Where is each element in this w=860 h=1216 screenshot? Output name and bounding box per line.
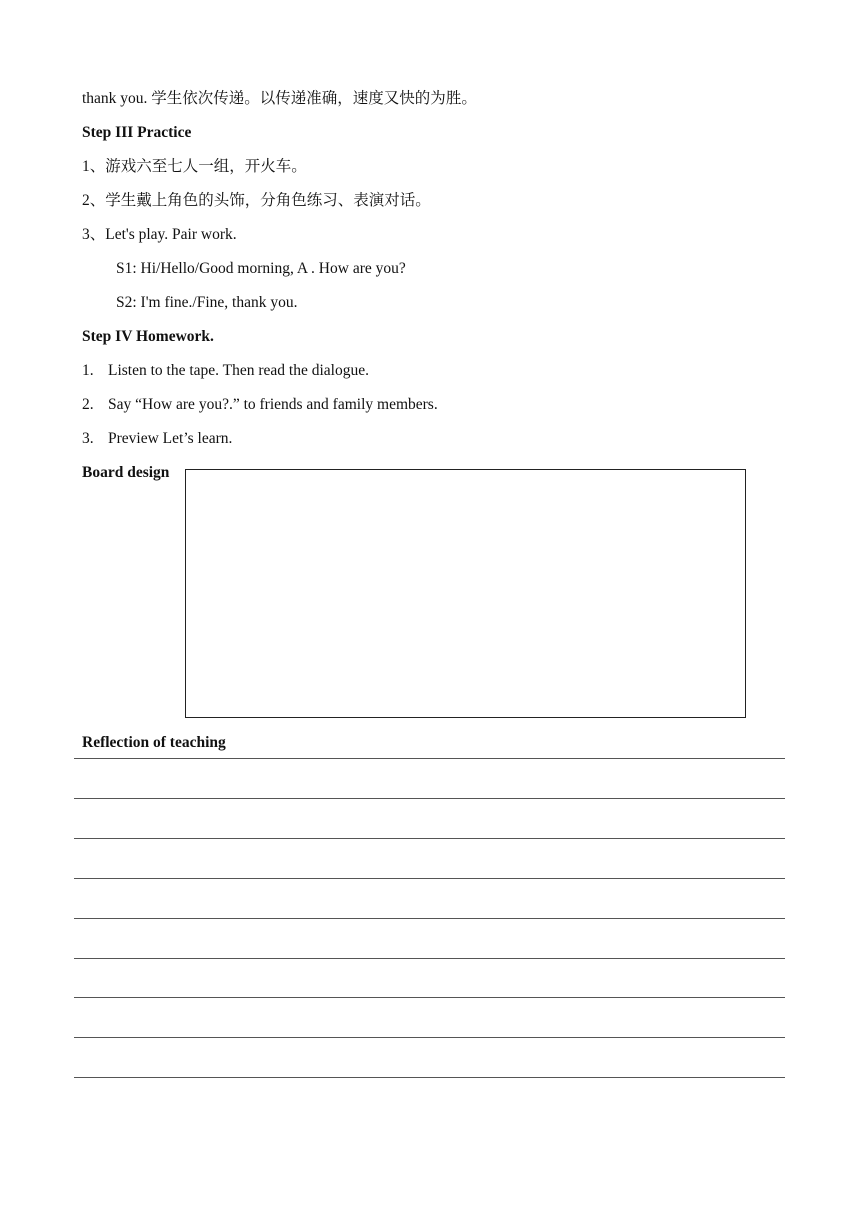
homework-heading: Step IV Homework.: [82, 328, 214, 345]
reflection-ruled-line: [74, 1077, 785, 1078]
reflection-ruled-line: [74, 997, 785, 998]
homework-item-text: Say “How are you?.” to friends and family members.: [108, 396, 438, 413]
reflection-ruled-line: [74, 918, 785, 919]
board-design-box[interactable]: [185, 469, 746, 718]
homework-item-3: [82, 429, 232, 449]
reflection-ruled-line: [74, 838, 785, 839]
reflection-ruled-line: [74, 758, 785, 759]
dialogue-line-s2: S2: I'm fine./Fine, thank you.: [116, 294, 298, 311]
board-design-label: Board design: [82, 464, 170, 481]
homework-item-number: 1.: [82, 362, 94, 379]
homework-item-number: 2.: [82, 396, 94, 413]
dialogue-line-s1: S1: Hi/Hello/Good morning, A . How are you?: [116, 260, 406, 277]
reflection-ruled-line: [74, 958, 785, 959]
practice-item-3: 3、Let's play. Pair work.: [82, 226, 237, 243]
homework-item-text: Listen to the tape. Then read the dialogue.: [108, 362, 369, 379]
practice-heading: Step III Practice: [82, 124, 192, 141]
practice-item-1: 1、游戏六至七人一组，开火车。: [82, 158, 307, 175]
homework-item-1: [82, 361, 369, 381]
intro-line: thank you. 学生依次传递。以传递准确，速度又快的为胜。: [82, 90, 477, 107]
reflection-ruled-line: [74, 798, 785, 799]
practice-item-2: 2、学生戴上角色的头饰，分角色练习、表演对话。: [82, 192, 431, 209]
homework-item-number: 3.: [82, 430, 94, 447]
homework-item-text: Preview Let’s learn.: [108, 430, 233, 447]
homework-item-2: [82, 395, 438, 415]
reflection-ruled-line: [74, 1037, 785, 1038]
reflection-heading: Reflection of teaching: [82, 734, 226, 751]
reflection-ruled-line: [74, 878, 785, 879]
